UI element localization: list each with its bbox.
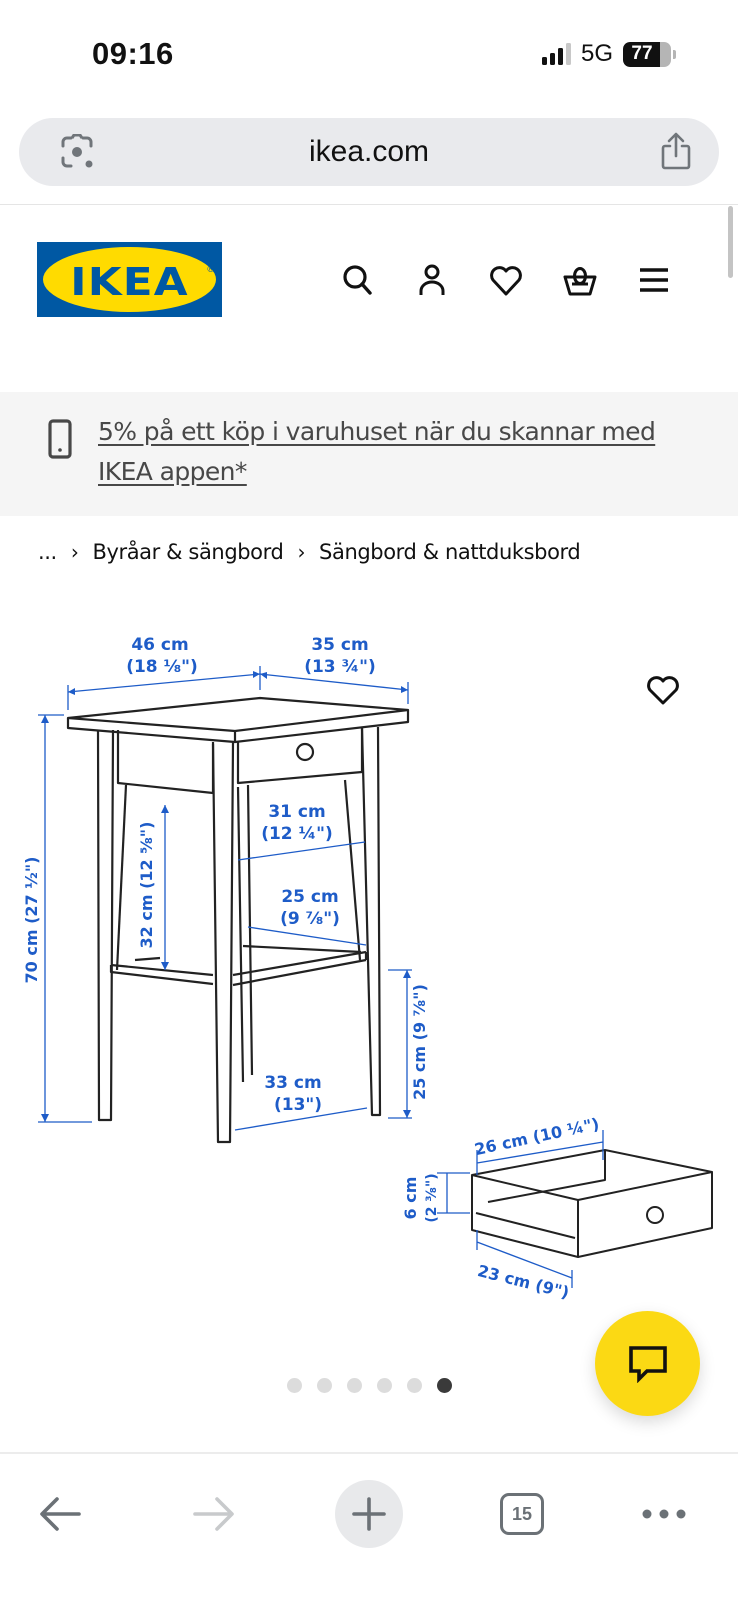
carousel-dot-6-active[interactable]	[437, 1378, 452, 1393]
carousel-pagination	[287, 1378, 452, 1393]
carousel-dot-3[interactable]	[347, 1378, 362, 1393]
status-bar	[0, 0, 738, 105]
chevron-right-icon: ›	[70, 540, 79, 564]
battery-tip	[673, 50, 676, 59]
search-icon[interactable]	[340, 262, 376, 298]
svg-text:23 cm (9"): 23 cm (9")	[475, 1261, 572, 1303]
svg-text:35 cm: 35 cm	[311, 635, 369, 655]
svg-text:(12 ¼"): (12 ¼")	[261, 824, 333, 844]
shopping-bag-icon[interactable]	[562, 262, 598, 298]
site-header	[0, 242, 738, 318]
tab-switcher-button[interactable]	[492, 1484, 552, 1544]
lens-icon[interactable]	[59, 134, 95, 170]
forward-button[interactable]	[184, 1484, 244, 1544]
carousel-dot-4[interactable]	[377, 1378, 392, 1393]
new-tab-button[interactable]	[335, 1480, 403, 1548]
svg-text:(13 ¾"): (13 ¾")	[304, 657, 376, 677]
breadcrumb-item-bedside-tables[interactable]: Sängbord & nattduksbord	[319, 540, 581, 564]
browser-bottom-toolbar	[0, 1452, 738, 1600]
network-type: 5G	[580, 40, 613, 67]
status-time: 09:16	[92, 36, 174, 71]
breadcrumb	[38, 540, 580, 564]
arrow-left-icon	[37, 1494, 83, 1534]
url-text: ikea.com	[308, 135, 430, 168]
chevron-right-icon: ›	[297, 540, 306, 564]
add-to-favourites-heart-icon[interactable]	[646, 674, 680, 706]
svg-text:31 cm: 31 cm	[268, 802, 326, 822]
share-icon[interactable]	[659, 132, 693, 170]
wishlist-heart-icon[interactable]	[488, 262, 524, 298]
carousel-dot-2[interactable]	[317, 1378, 332, 1393]
svg-text:6 cm: 6 cm	[401, 1176, 420, 1220]
status-indicators	[542, 40, 676, 68]
svg-text:25 cm (9 ⅞"): 25 cm (9 ⅞")	[410, 984, 429, 1100]
cellular-signal-icon	[542, 43, 571, 65]
arrow-right-icon	[191, 1494, 237, 1534]
header-nav	[340, 262, 672, 298]
back-button[interactable]	[30, 1484, 90, 1544]
promo-banner	[0, 392, 738, 516]
chat-button[interactable]	[595, 1311, 700, 1416]
svg-text:25 cm: 25 cm	[281, 887, 339, 907]
plus-icon	[351, 1496, 387, 1532]
tabs-count: 15	[500, 1493, 544, 1535]
mobile-phone-icon	[48, 419, 72, 459]
promo-link[interactable]: 5% på ett köp i varuhuset när du skannar med IKEA appen*	[98, 417, 656, 486]
more-dots-icon	[641, 1508, 687, 1520]
account-icon[interactable]	[414, 262, 450, 298]
svg-text:(18 ⅛"): (18 ⅛")	[126, 657, 198, 677]
product-image-gallery[interactable]	[0, 630, 738, 1330]
ikea-logo[interactable]: IKEA ®	[37, 242, 222, 317]
battery-level: 77	[631, 42, 653, 64]
svg-text:(13"): (13")	[273, 1095, 323, 1115]
product-dimension-diagram	[20, 630, 720, 1330]
svg-text:26 cm (10 ¼"): 26 cm (10 ¼")	[472, 1114, 601, 1160]
svg-text:33 cm: 33 cm	[264, 1073, 322, 1093]
breadcrumb-item-dressers-nightstands[interactable]: Byråar & sängbord	[92, 540, 284, 564]
breadcrumb-ellipsis[interactable]: ...	[38, 540, 57, 564]
toolbar-divider	[0, 204, 738, 205]
svg-text:32 cm (12 ⅝"): 32 cm (12 ⅝")	[137, 821, 156, 949]
address-bar[interactable]	[19, 118, 719, 186]
more-menu-button[interactable]	[634, 1484, 694, 1544]
chat-bubble-icon	[628, 1345, 668, 1383]
carousel-dot-1[interactable]	[287, 1378, 302, 1393]
battery-icon	[623, 42, 671, 67]
svg-text:70 cm (27 ½"): 70 cm (27 ½")	[22, 856, 41, 984]
carousel-dot-5[interactable]	[407, 1378, 422, 1393]
svg-text:46 cm: 46 cm	[131, 635, 189, 655]
svg-text:(2 ⅜"): (2 ⅜")	[424, 1173, 440, 1223]
menu-icon[interactable]	[636, 262, 672, 298]
svg-text:(9 ⅞"): (9 ⅞")	[280, 909, 340, 929]
